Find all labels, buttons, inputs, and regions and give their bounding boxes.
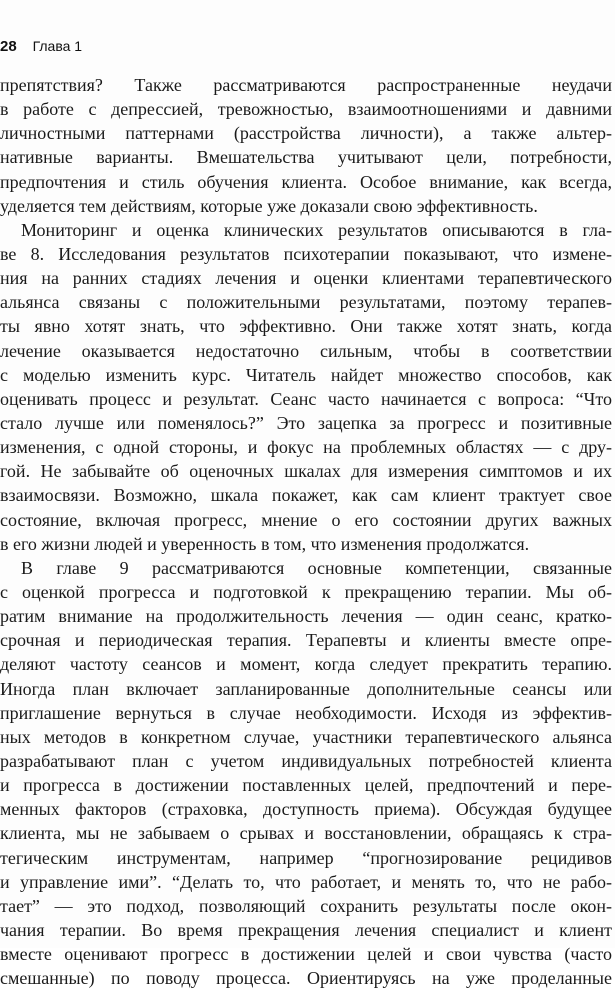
text-line: В главе 9 рассматриваются основные компетенции, связанные (21, 557, 612, 578)
text-line: чания терапии. Во время прекращения лечения специалист и клиент (0, 919, 612, 940)
body-text (0, 73, 612, 990)
text-line: оценивать процесс и результат. Сеанс часто начинается с вопроса: “Что (0, 388, 612, 409)
text-line: ратим внимание на продолжительность лечения — один сеанс, кратко- (0, 606, 612, 627)
text-line: с моделью изменить курс. Читатель найдет множество способов, как (0, 364, 612, 385)
text-line: уделяется тем действиям, которые уже доказали свою эффективность. (0, 195, 538, 216)
text-line: ных методов в конкретном случае, участники терапевтического альянса (0, 726, 612, 747)
text-line: разрабатывают план с учетом индивидуальных потребностей клиента (0, 750, 612, 771)
text-line: ния на ранних стадиях лечения и оценки клиентами терапевтического (0, 268, 612, 289)
text-line: гой. Не забывайте об оценочных шкалах для измерения симптомов и их (0, 461, 612, 482)
text-line: и управление ими”. “Делать то, что работает, и менять то, что не рабо- (0, 871, 612, 892)
text-line: лечение оказывается недостаточно сильным, чтобы в соответствии (0, 340, 612, 361)
text-line: и прогресса в достижении поставленных целей, предпочтений и пере- (0, 775, 612, 796)
page-number: 28 (0, 38, 17, 55)
text-line: ве 8. Исследования результатов психотерапии показывают, что измене- (0, 243, 612, 264)
text-line: срочная и периодическая терапия. Терапевты и клиенты вместе опре- (0, 630, 612, 651)
text-line: деляют частоту сеансов и момент, когда следует прекратить терапию. (0, 654, 612, 675)
text-line: Мониторинг и оценка клинических результатов описываются в гла- (21, 219, 612, 240)
text-line: в его жизни людей и уверенность в том, что изменения продолжатся. (0, 533, 530, 554)
text-line: препятствия? Также рассматриваются распространенные неудачи (0, 75, 612, 95)
paragraph (0, 556, 612, 990)
text-line: клиента, мы не забываем о срывах и восстановлении, обращаясь к стра- (0, 823, 612, 844)
text-line: тегическим инструментам, например “прогнозирование рецидивов (0, 847, 612, 868)
paragraph (0, 73, 612, 218)
text-line: стало лучше или поменялось?” Это зацепка за прогресс и позитивные (0, 412, 612, 433)
text-line: приглашение вернуться в случае необходимости. Исходя из эффектив- (0, 702, 612, 723)
text-line: личностными паттернами (расстройства личности), а также альтер- (0, 123, 612, 144)
text-line: тает” — это подход, позволяющий сохранить результаты после окон- (0, 895, 612, 916)
text-line: изменения, с одной стороны, и фокус на проблемных областях — с дру- (0, 437, 612, 458)
text-line: Иногда план включает запланированные дополнительные сеансы или (0, 678, 612, 699)
text-line: с оценкой прогресса и подготовкой к прекращению терапии. Мы об- (0, 581, 612, 602)
text-line: предпочтения и стиль обучения клиента. Особое внимание, как всегда, (0, 171, 612, 192)
paragraph (0, 218, 612, 556)
text-line: вместе оценивают прогресс в достижении целей и свои чувства (часто (0, 944, 612, 965)
text-line: альянса связаны с положительными результатами, поэтому терапев- (0, 292, 612, 313)
text-line: в работе с депрессией, тревожностью, взаимоотношениями и давними (0, 99, 612, 120)
text-line: смешанные) по поводу процесса. Ориентируясь на уже проделанные (0, 968, 612, 989)
running-header (0, 38, 82, 58)
text-line: взаимосвязи. Возможно, шкала покажет, как сам клиент трактует свое (0, 485, 612, 506)
text-line: менных факторов (страховка, доступность приема). Обсуждая будущее (0, 799, 612, 820)
text-line: нативные варианты. Вмешательства учитывают цели, потребности, (0, 147, 612, 168)
text-line: состояние, включая прогресс, мнение о его состоянии других важных (0, 509, 612, 530)
chapter-title: Глава 1 (32, 38, 83, 54)
text-line: ты явно хотят знать, что эффективно. Они также хотят знать, когда (0, 316, 612, 337)
